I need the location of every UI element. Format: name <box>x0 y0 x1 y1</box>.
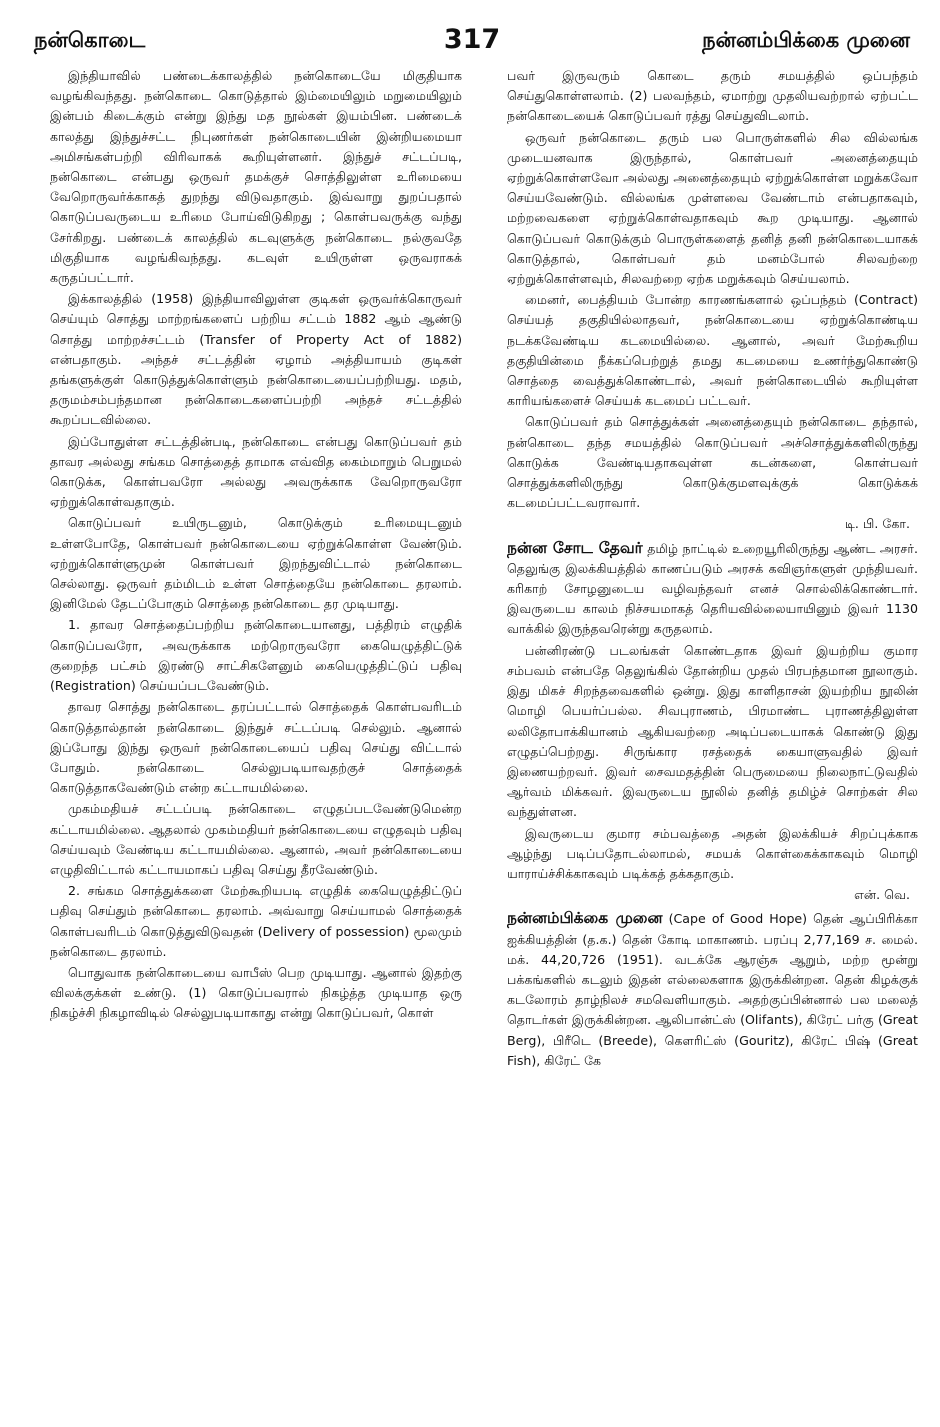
running-head-right: நன்னம்பிக்கை முனை <box>702 28 910 52</box>
page-number: 317 <box>443 24 501 55</box>
paragraph: கொடுப்பவர் உயிருடனும், கொடுக்கும் உரிமையுடனும் உள்ளபோதே, கொள்பவர் நன்கொடையை ஏற்றுக்கொள்ள வேண்டும். ஏற்றுக்கொள்ளுமுன் கொள்பவர் இறந்துவிட்டால் நன்கொடை செல்லாது. ஒருவர் தம்மிடம் உள்ள சொத்தையே நன்கொடை தரலாம். இனிமேல் தேடப்போகும் சொத்தை நன்கொடை தர முடியாது. <box>50 515 462 612</box>
page-header <box>34 24 910 58</box>
paragraph: மைனர், பைத்தியம் போன்ற காரணங்களால் ஒப்பந்தம் (Contract) செய்யத் தகுதியில்லாதவர், நன்கொடையை ஏற்றுக்கொண்டிய நடக்கவேண்டிய கடமையில்லை. ஆனால், அவர் மேற்கூறிய தகுதியின்மை நீக்கப்பெற்றுத் தமது கடமையை உணர்ந்துகொண்டு சொத்தை வைத்துக்கொண்டால், அவர் நன்கொடையில் கூறியுள்ள காரியங்களைச் செய்யக் கடமைப் பட்டவர். <box>507 292 918 409</box>
left-column <box>50 66 462 1411</box>
paragraph: இப்போதுள்ள சட்டத்தின்படி, நன்கொடை என்பது கொடுப்பவர் தம் தாவர அல்லது சங்கம சொத்தைத் தாமாக எவ்வித கைம்மாறும் பெறுமல் கொடுக்க, கொள்பவரோ அல்லது அவருக்காக வேறொருவரோ ஏற்றுக்கொள்வதாகும். <box>50 433 462 510</box>
entry-nanna-choda <box>507 538 918 640</box>
paragraph: முகம்மதியச் சட்டப்படி நன்கொடை எழுதப்படவேண்டுமென்ற கட்டாயமில்லை. ஆதலால் முகம்மதியர் நன்கொடையை எழுதவும் பதிவு செய்யவும் வேண்டிய கட்டாயமில்லை. ஆனால், அவர் நன்கொடையை எழுதிவிட்டால் கட்டாயமாகப் பதிவு செய்து தீரவேண்டும். <box>50 801 462 877</box>
paragraph: இந்தியாவில் பண்டைக்காலத்தில் நன்கொடையே மிகுதியாக வழங்கிவந்தது. நன்கொடை கொடுத்தால் இம்மையிலும் மறுமையிலும் இன்பம் கிடைக்கும் என்று இந்து மத நூல்கள் இயம்பின. பண்டைக் காலத்து இந்துச்சட்ட நிபுணர்கள் நன்கொடையின் இன்றியமையா அமிசங்கள்பற்றி விரிவாகக் கூறியுள்ளனர். இந்துச் சட்டப்படி, நன்கொடை என்பது ஒருவர் தமக்குச் சொத்திலுள்ள உரிமையை வேறொருவர்க்காகத் துறந்து விடுவதாகும். இவ்வாறு துறப்பதால் கொடுப்பவருடைய உரிமை போய்விடுகிறது ; கொள்பவருக்கு வந்து சேர்கிறது. பண்டைக் காலத்தில் கடவுளுக்கு நன்கொடை நல்குவதே மிகுதியாக வழங்கிவந்தது. கடவுள் உயிருள்ள ஒருவராகக் கருதப்பட்டார். <box>50 68 462 286</box>
entry-title: நன்னம்பிக்கை முனை <box>507 909 663 928</box>
right-column <box>507 66 918 1411</box>
paragraph: பவர் இருவரும் கொடை தரும் சமயத்தில் ஒப்பந்தம் செய்துகொள்ளலாம். (2) பலவந்தம், ஏமாற்று முதலியவற்றால் ஏற்பட்ட நன்கொடையைக் கொடுப்பவர் ரத்து செய்துவிடலாம். <box>507 68 918 124</box>
author-signature: என். வெ. <box>854 887 910 903</box>
entry-title: நன்ன சோட தேவர் <box>507 538 643 557</box>
entry-cape-of-good-hope <box>507 908 918 1071</box>
paragraph: பொதுவாக நன்கொடையை வாபீஸ் பெற முடியாது. ஆனால் இதற்கு விலக்குக்கள் உண்டு. (1) கொடுப்பவரால் நிகழ்த்த முடியாத ஒரு நிகழ்ச்சி நிகழாவிடில் செல்லுபடியாகாது என்று கொடுப்பவர், கொள் <box>50 964 462 1021</box>
paragraph: பன்னிரண்டு படலங்கள் கொண்டதாக இவர் இயற்றிய குமார சம்பவம் என்பதே தெலுங்கில் தோன்றிய முதல் பிரபந்தமான நூலாகும். இது மிகச் சிறந்தவைகளில் ஒன்று. இது காளிதாசன் இயற்றிய நூலின் மொழி பெயர்ப்பல்ல. சிவபுராணம், பிரமாண்ட புராணத்திலுள்ள லலிதோபாக்கியானம் ஆகியவற்றை அடிப்படையாகக் கொண்டு இது எழுதப்பெற்றது. சிருங்கார ரசத்தைக் கையாளுவதில் இவர் இணையற்றவர். இவர் சைவமதத்தின் பெருமையை நிலைநாட்டுவதில் ஆர்வம் மிக்கவர். இவருடைய நூலில் தனித் தமிழ்ச் சொற்கள் சில வந்துள்ளன. <box>507 642 918 820</box>
running-head-left: நன்கொடை <box>34 28 146 52</box>
paragraph: 1. தாவர சொத்தைப்பற்றிய நன்கொடையானது, பத்திரம் எழுதிக் கொடுப்பவரோ, அவருக்காக மற்றொருவரோ கையெழுத்திட்டுக் குறைந்த பட்சம் இரண்டு சாட்சிகளேனும் கையெழுத்திட்டுப் பதிவு (Registration) செய்யப்படவேண்டும். <box>50 617 462 694</box>
paragraph: இவருடைய குமார சம்பவத்தை அதன் இலக்கியச் சிறப்புக்காக ஆழ்ந்து படிப்பதோடல்லாமல், சமயக் கொள்கைக்காகவும் மொழி யாராய்ச்சிக்காகவும் படிக்கத் தக்கதாகும். <box>507 825 918 881</box>
entry-text: தமிழ் நாட்டில் உறையூரிலிருந்து ஆண்ட அரசர். தெலுங்கு இலக்கியத்தில் காணப்படும் அரசக் கவிஞர்களுள் முந்தியவர். கரிகாற் சோழனுடைய வழிவந்தவர் எனச் சொல்லிக்கொண்டார். இவருடைய காலம் நிச்சயமாகத் தெரியவில்லையாயினும் இவர் 1130 வாக்கில் இருந்தவரென்று கருதலாம். <box>507 540 918 637</box>
author-signature: டி. பி. கோ. <box>844 516 910 532</box>
paragraph: கொடுப்பவர் தம் சொத்துக்கள் அனைத்தையும் நன்கொடை தந்தால், நன்கொடை தந்த சமயத்தில் கொடுப்பவர் அச்சொத்துக்களிலிருந்து கொடுக்க வேண்டியதாகவுள்ள கடன்களை, கொள்பவர் சொத்துக்களிலிருந்து கொடுக்குமளவுக்குக் கொடுக்கக் கடமைப்பட்டவராவார். <box>507 414 918 511</box>
paragraph: இக்காலத்தில் (1958) இந்தியாவிலுள்ள குடிகள் ஒருவர்க்கொருவர் செய்யும் சொத்து மாற்றங்களைப் பற்றிய சட்டம் 1882 ஆம் ஆண்டு சொத்து மாற்றச்சட்டம் (Transfer of Property Act of 1882) என்பதாகும். அந்தச் சட்டத்தின் ஏழாம் அத்தியாயம் குடிகள் தங்களுக்குள் கொடுத்துக்கொள்ளும் நன்கொடையைப்பற்றியது. மதம், தருமம்சம்பந்தமான நன்கொடைகளைப்பற்றி அந்தச் சட்டத்தில் கூறப்படவில்லை. <box>50 291 462 428</box>
paragraph: 2. சங்கம சொத்துக்களை மேற்கூறியபடி எழுதிக் கையெழுத்திட்டுப் பதிவு செய்தும் நன்கொடை தரலாம். அவ்வாறு செய்யாமல் சொத்தைக் கொள்பவரிடம் கொடுத்துவிடுவதன் (Delivery of possession) மூலமும் நன்கொடை தரலாம். <box>50 883 462 959</box>
entry-text: (Cape of Good Hope) தென் ஆப்பிரிக்கா ஐக்கியத்தின் (த.க.) தென் கோடி மாகாணம். பரப்பு 2,77,169 ச. மைல். மக். 44,20,726 (1951). வடக்கே ஆரஞ்சு ஆறும், மற்ற மூன்று பக்கங்களில் கடலும் இதன் எல்லைகளாக இருக்கின்றன. தென் கிழக்குக் கடலோரம் தாழ்நிலச் சமவெளியாகும். அதற்குப்பின்னால் பல மலைத் தொடர்கள் இருக்கின்றன. ஆலிபான்ட்ஸ் (Olifants), கிரேட் பர்கு (Great Berg), பிரீடெ (Breede), கௌரிட்ஸ் (Gouritz), கிரேட் பிஷ் (Great Fish), கிரேட் கே <box>507 911 918 1068</box>
paragraph: ஒருவர் நன்கொடை தரும் பல பொருள்களில் சில வில்லங்க முடையனவாக இருந்தால், கொள்பவர் அனைத்தையும் ஏற்றுக்கொள்ளவோ அல்லது அனைத்தையும் ஏற்றுக்கொள்ள மறுக்கவோ செய்யவேண்டும். வில்லங்க முள்ளவை வேண்டாம் என்பதாகவும், மற்றவைகளை ஏற்றுக்கொள்வதாகவும் கூற முடியாது. ஆனால் கொடுப்பவர் கொடுக்கும் பொருள்களைத் தனித் தனி நன்கொடையாகக் கொடுத்தால், கொள்பவர் தம் மனம்போல் சிலவற்றை ஏற்றுக்கொள்ளவும், சிலவற்றை ஏற்க மறுக்கவும் செய்யலாம். <box>507 129 918 287</box>
paragraph: தாவர சொத்து நன்கொடை தரப்பட்டால் சொத்தைக் கொள்பவரிடம் கொடுத்தால்தான் நன்கொடை இந்துச் சட்டப்படி செல்லும். ஆனால் இப்போது இந்து ஒருவர் நன்கொடையைப் பதிவு செய்து விட்டால் போதும். நன்கொடை செல்லுபடியாவதற்குச் சொத்தைக் கொடுத்தாகவேண்டும் என்ற கட்டாயமில்லை. <box>50 699 462 796</box>
